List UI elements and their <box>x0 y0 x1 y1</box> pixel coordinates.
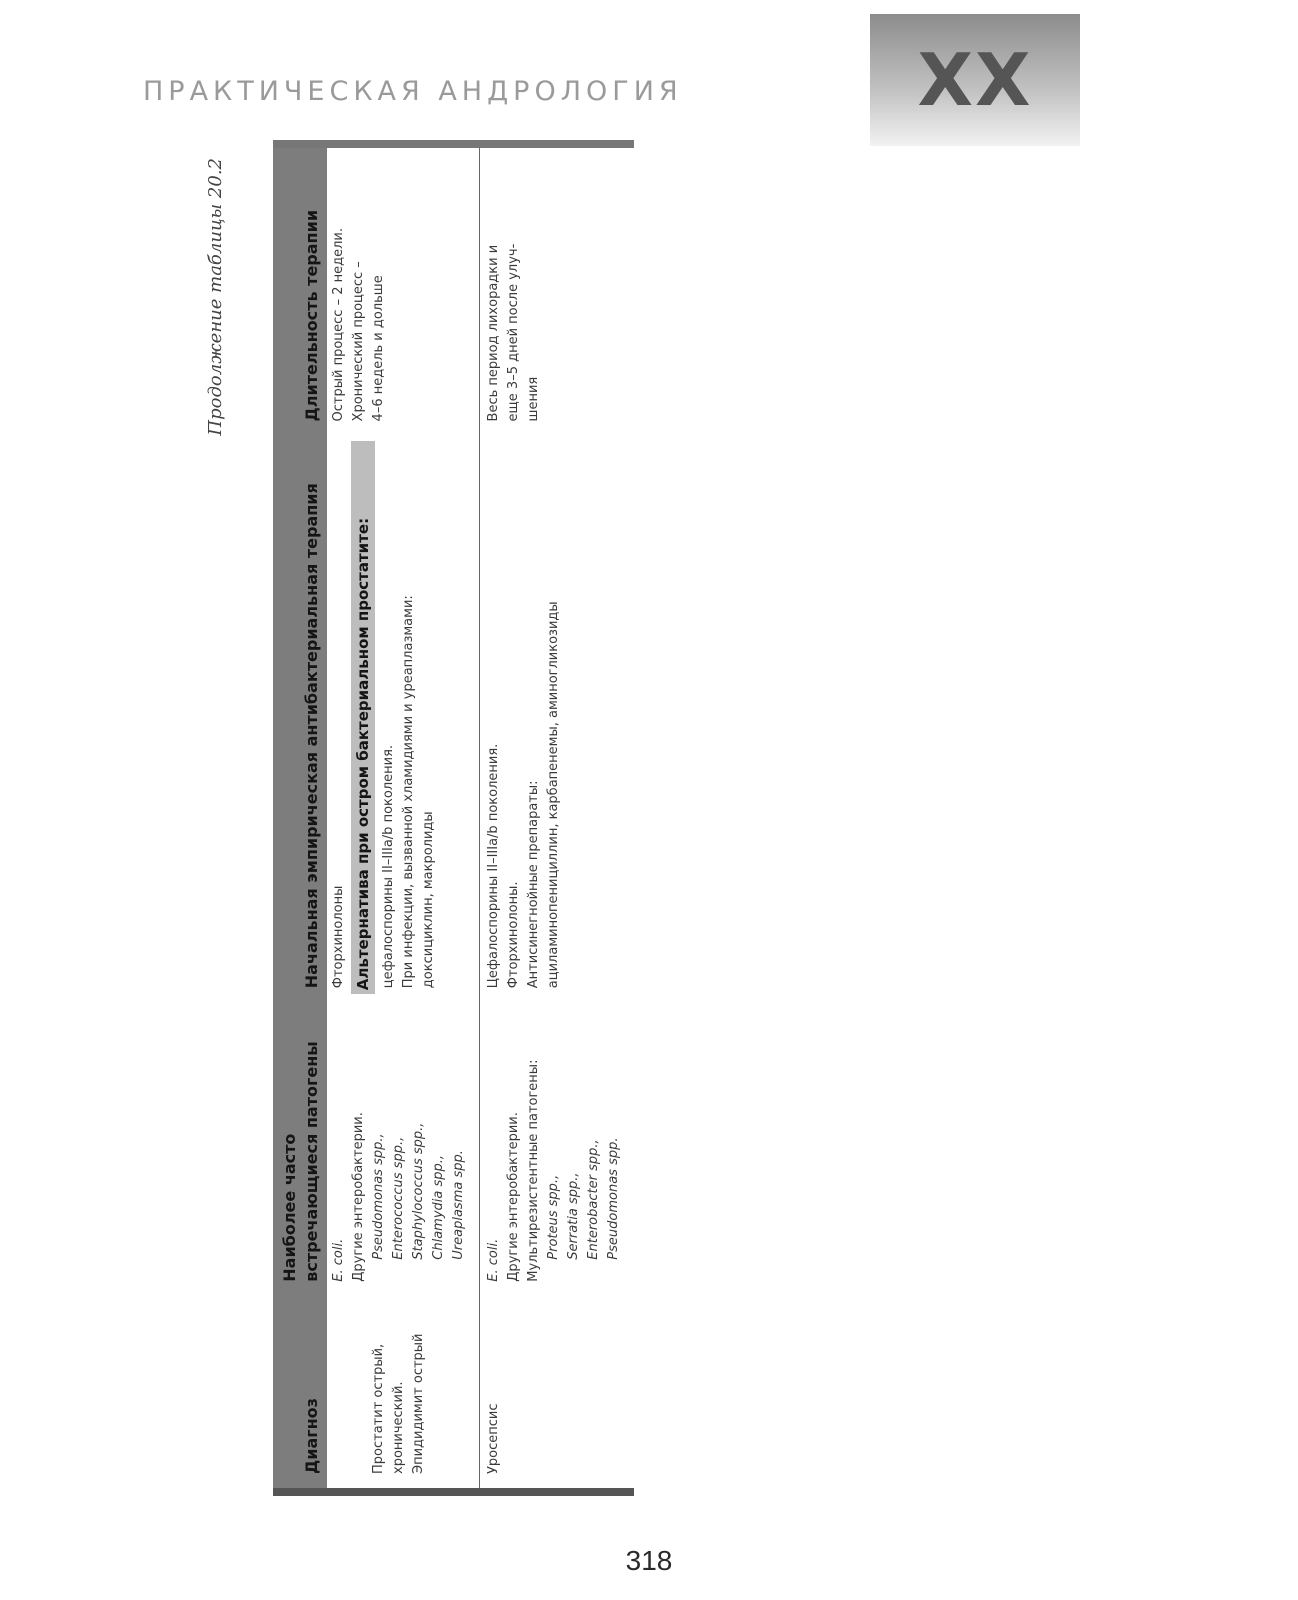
duration-line: 4–6 недель и дольше <box>371 275 386 422</box>
pathogen-line: Другие энтеробактерии. <box>351 1112 366 1282</box>
pathogen-line: Proteus spp., <box>546 1174 561 1260</box>
therapy-line: цефалоспорины II–IIIa/b поколения. <box>381 744 396 989</box>
pathogen-line: Мультирезистентные патогены: <box>526 1059 541 1282</box>
therapy-cell <box>480 435 635 1002</box>
diagnosis-cell <box>480 1296 635 1488</box>
table-header-row <box>273 148 327 1488</box>
diagnosis-line: хронический. <box>391 1381 406 1474</box>
therapy-line: При инфекции, вызванной хламидиями и уреаплазмами: <box>401 595 416 989</box>
column-header-pathogens: Наиболее часто встречающиеся патогены <box>273 1002 327 1296</box>
duration-cell <box>480 148 635 435</box>
diagnosis-line: Простатит острый, <box>371 1343 386 1474</box>
pathogen-line: Pseudomonas spp., <box>371 1133 386 1260</box>
duration-line: шения <box>526 376 541 422</box>
chapter-tab <box>870 14 1080 146</box>
pathogen-line: Ureaplasma spp. <box>451 1150 466 1260</box>
pathogen-line: E. coli. <box>331 1238 346 1282</box>
therapy-line: доксициклин, макролиды <box>421 811 436 989</box>
therapy-cell <box>327 435 480 1002</box>
therapy-line: ациламинопенициллин, карбапенемы, аминогликозиды <box>546 601 561 989</box>
diagnosis-cell <box>327 1296 480 1488</box>
pathogen-line: Enterococcus spp., <box>391 1136 406 1260</box>
table-row <box>480 148 635 1488</box>
duration-line: еще 3–5 дней после улуч- <box>506 243 521 422</box>
duration-line: Хронический процесс – <box>351 261 366 422</box>
pathogen-line: Chlamydia spp., <box>431 1154 446 1260</box>
pathogen-line: Enterobacter spp., <box>586 1139 601 1260</box>
therapy-table <box>273 140 634 1496</box>
page-number: 318 <box>625 1545 673 1576</box>
pathogens-cell <box>480 1002 635 1296</box>
diagnosis-line: Уросепсис <box>486 1403 501 1474</box>
pathogen-line: Staphylococcus spp., <box>411 1122 426 1260</box>
column-header-diagnosis: Диагноз <box>273 1296 327 1488</box>
therapy-line: Фторхинолоны <box>331 885 346 989</box>
diagnosis-line: Эпидидимит острый <box>411 1333 426 1474</box>
therapy-line: Антисинегнойные препараты: <box>526 780 541 989</box>
column-header-duration: Длительность терапии <box>273 148 327 435</box>
duration-line: Весь период лихорадки и <box>486 244 501 422</box>
pathogen-line: Serratia spp., <box>566 1172 581 1260</box>
duration-cell <box>327 148 480 435</box>
pathogen-line: E. coli. <box>486 1238 501 1282</box>
rotated-page-content <box>205 146 680 1496</box>
duration-line: Острый процесс – 2 недели. <box>331 228 346 422</box>
table-row <box>327 148 480 1488</box>
therapy-line: Фторхинолоны. <box>506 881 521 989</box>
column-header-therapy: Начальная эмпирическая антибактериальная терапия <box>273 435 327 1002</box>
running-title: ПРАКТИЧЕСКАЯ АНДРОЛОГИЯ <box>143 76 683 107</box>
table-caption: Продолжение таблицы 20.2 <box>205 158 226 436</box>
chapter-number: XX <box>917 38 1033 122</box>
pathogen-line: Другие энтеробактерии. <box>506 1112 521 1282</box>
pathogens-cell <box>327 1002 480 1296</box>
alternative-heading: Альтернатива при остром бактериальном простатите: <box>351 441 375 994</box>
therapy-line: Цефалоспорины II–IIIa/b поколения. <box>486 743 501 989</box>
pathogen-line: Pseudomonas spp. <box>606 1137 621 1260</box>
